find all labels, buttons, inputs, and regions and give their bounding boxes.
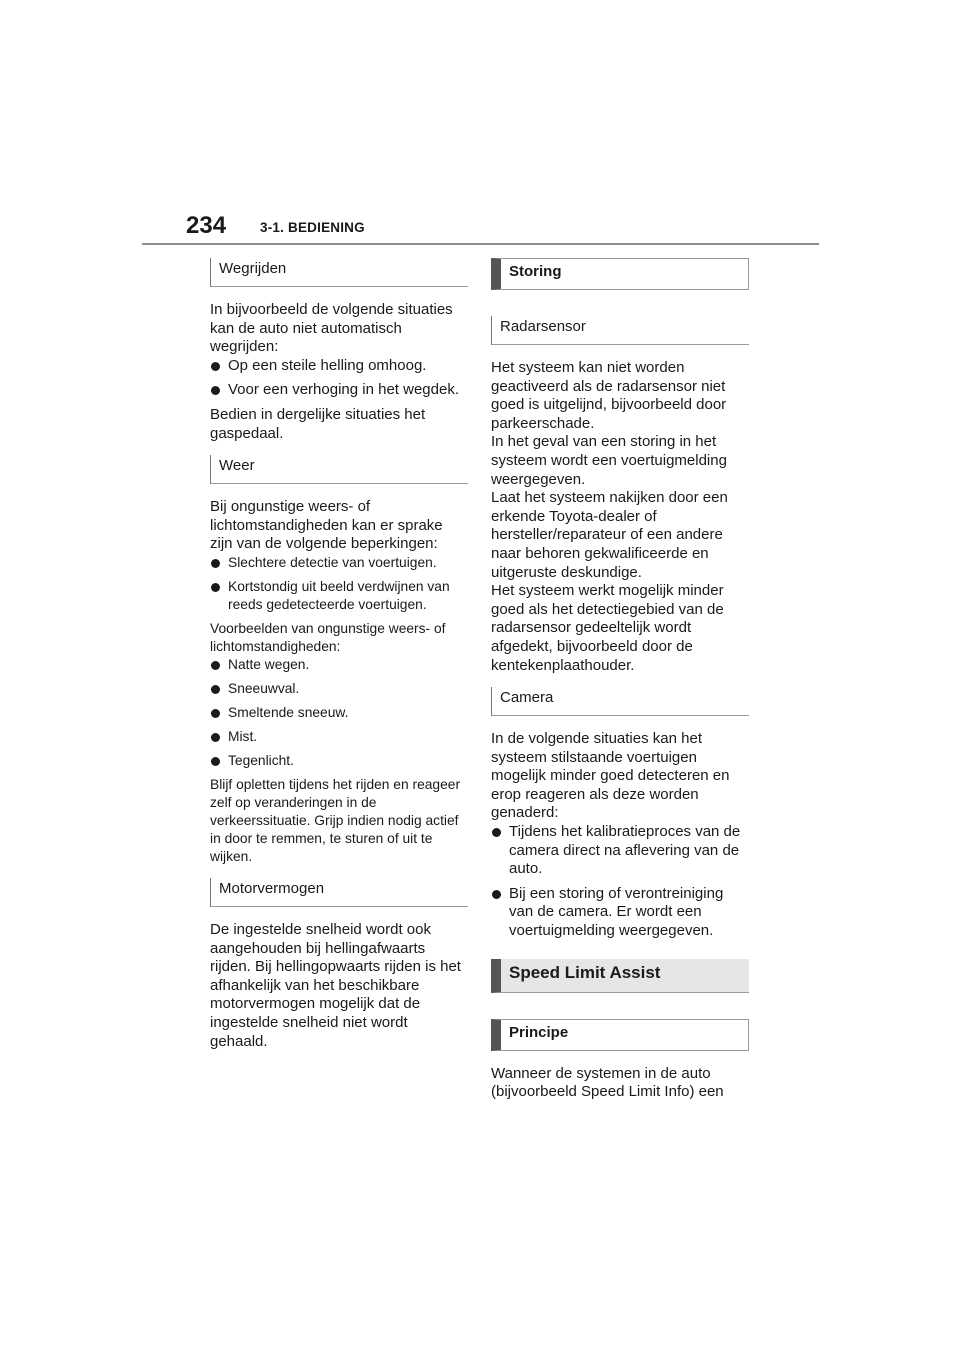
section-heading-storing: Storing — [491, 258, 749, 290]
section-heading-radarsensor: Radarsensor — [491, 316, 749, 345]
list-item: Op een steile helling omhoog. — [210, 357, 468, 376]
list-item: Slechtere detectie van voertuigen. — [210, 554, 468, 572]
right-column — [491, 258, 749, 1102]
camera-intro: In de volgende situaties kan het systeem stilstaande voertuigen mogelijk minder goed detecteren en erop reageren als deze worden genaderd: — [491, 730, 730, 822]
list-item: Sneeuwval. — [210, 680, 468, 698]
weer-examples-list — [210, 656, 468, 770]
wegrijden-outro: Bedien in dergelijke situaties het gaspedaal. — [210, 405, 426, 442]
left-column — [210, 258, 468, 1051]
section-heading-weer: Weer — [210, 455, 468, 484]
list-item: Kortstondig uit beeld verdwijnen van reeds gedetecteerde voertuigen. — [210, 578, 468, 614]
wegrijden-intro: In bijvoorbeeld de volgende situaties kan de auto niet automatisch wegrijden: — [210, 301, 453, 356]
section-heading-motorvermogen: Motorvermogen — [210, 878, 468, 907]
section-heading-camera: Camera — [491, 687, 749, 716]
radarsensor-p1: Het systeem kan niet worden geactiveerd als de radarsensor niet goed is uitgelijnd, bijvoorbeeld door parkeerschade. — [491, 359, 727, 432]
section-heading-wegrijden: Wegrijden — [210, 258, 468, 287]
list-item: Bij een storing of verontreiniging van de camera. Er wordt een voertuigmelding weergegeven. — [491, 885, 749, 941]
chapter-title: 3-1. BEDIENING — [260, 220, 365, 235]
weer-intro: Bij ongunstige weers- of lichtomstandigheden kan er sprake zijn van de volgende beperkingen: — [210, 498, 443, 553]
radarsensor-p2: In het geval van een storing in het systeem wordt een voertuigmelding weergegeven. — [491, 433, 727, 488]
radarsensor-p4: Het systeem werkt mogelijk minder goed als het detectiegebied van de radarsensor gedeeltelijk wordt afgedekt, bijvoorbeeld door de kentekenplaathouder. — [491, 582, 724, 674]
list-item: Mist. — [210, 728, 468, 746]
camera-list — [491, 823, 749, 941]
radarsensor-p3: Laat het systeem nakijken door een erkende Toyota-dealer of hersteller/reparateur of een andere naar behoren gekwalificeerde en uitgeruste deskundige. — [491, 489, 728, 581]
weer-examples-intro: Voorbeelden van ongunstige weers- of lichtomstandigheden: — [210, 620, 446, 654]
principe-text: Wanneer de systemen in de auto (bijvoorbeeld Speed Limit Info) een — [491, 1064, 724, 1101]
header-divider — [142, 243, 819, 245]
wegrijden-list — [210, 357, 468, 400]
page-number: 234 — [186, 212, 227, 239]
section-heading-speed-limit-assist: Speed Limit Assist — [491, 959, 749, 993]
list-item: Smeltende sneeuw. — [210, 704, 468, 722]
list-item: Tijdens het kalibratieproces van de camera direct na aflevering van de auto. — [491, 823, 749, 879]
list-item: Natte wegen. — [210, 656, 468, 674]
list-item: Tegenlicht. — [210, 752, 468, 770]
list-item: Voor een verhoging in het wegdek. — [210, 381, 468, 400]
weer-limitations-list — [210, 554, 468, 614]
weer-advice: Blijf opletten tijdens het rijden en reageer zelf op veranderingen in de verkeerssituatie. Grijp indien nodig actief in door te remmen, te sturen of uit te wijken. — [210, 776, 461, 864]
motorvermogen-text: De ingestelde snelheid wordt ook aangehouden bij hellingafwaarts rijden. Bij hellingopwaarts rijden is het afhankelijk van het beschikbare motorvermogen mogelijk dat de ingestelde snelheid niet wordt gehaald. — [210, 920, 461, 1050]
section-heading-principe: Principe — [491, 1019, 749, 1051]
